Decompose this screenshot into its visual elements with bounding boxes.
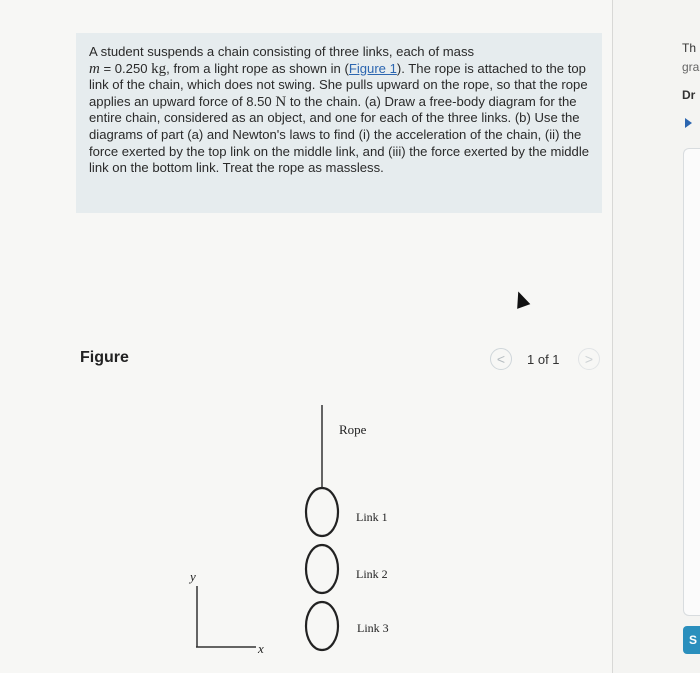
- next-figure-button[interactable]: >: [578, 348, 600, 370]
- x-axis-label: x: [258, 641, 264, 656]
- previous-figure-button[interactable]: <: [490, 348, 512, 370]
- link-2-label: Link 2: [356, 567, 388, 581]
- problem-after-link: ). The rope is attached to the top link of the chain, which does not swing. She pulls upward on the rope, so that the rope applies an upward force of 8.50: [89, 60, 588, 109]
- link-3-label: Link 3: [357, 621, 389, 635]
- sidebar-text-1: Th: [682, 41, 697, 55]
- mass-unit: kg: [151, 60, 167, 77]
- problem-intro: A student suspends a chain consisting of three links, each of mass: [89, 44, 475, 59]
- expand-triangle-icon[interactable]: [685, 118, 692, 128]
- link-1-ring: [306, 488, 338, 536]
- link-2-ring: [306, 545, 338, 593]
- force-unit: N: [275, 93, 287, 110]
- sidebar-text-3: Dr: [682, 88, 696, 102]
- mass-variable: m: [89, 60, 100, 77]
- sidebar-text-2: gra: [682, 60, 700, 74]
- problem-rest: to the chain. (a) Draw a free-body diagram for the entire chain, considered as an object, and one for each of the three links. (b) Use the diagrams of part (a) and Newton's laws to find (i) the acceleration of the chain, (ii) the force exerted by the top link on the middle link, and (iii) the force exerted by the middle link on the bottom link. Treat the rope as massless.: [89, 93, 590, 176]
- link-1-label: Link 1: [356, 510, 388, 524]
- mass-value: = 0.250: [99, 60, 152, 76]
- panel-divider: [612, 0, 613, 673]
- answer-card: [683, 148, 700, 616]
- figure-counter: 1 of 1: [527, 352, 560, 367]
- problem-after-mass: , from a light rope as shown in (: [166, 60, 349, 76]
- submit-button[interactable]: S: [683, 626, 700, 654]
- figure-link[interactable]: Figure 1: [348, 60, 397, 76]
- rope-label: Rope: [339, 422, 367, 437]
- link-3-ring: [306, 602, 338, 650]
- y-axis-label: y: [190, 569, 196, 584]
- figure-title: Figure: [80, 349, 129, 366]
